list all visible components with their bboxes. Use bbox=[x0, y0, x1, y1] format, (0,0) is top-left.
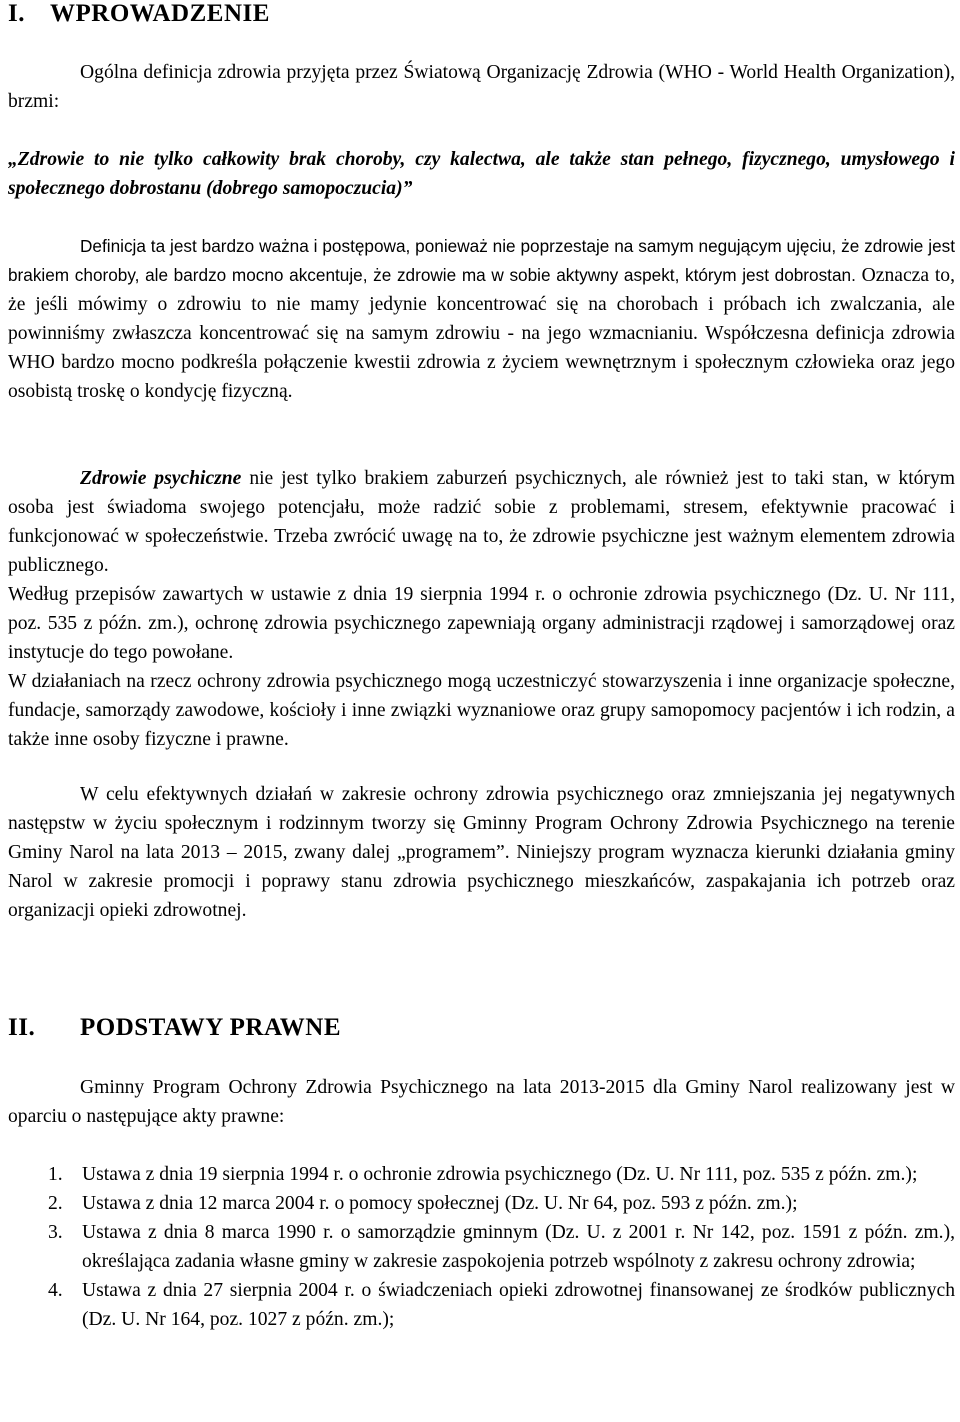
section-number: I. bbox=[8, 0, 25, 27]
list-item bbox=[42, 1189, 955, 1218]
mental-health-term: Zdrowie psychiczne bbox=[80, 468, 242, 489]
mental-health-description: nie jest tylko brakiem zaburzeń psychicznych, ale również jest to taki stan, w którym osoba jest świadoma swojego potencjału, może radzić sobie z problemami, stresem, efektywnie pracować i funkcjonować w społeczeństwie. Trzeba zwrócić uwagę na to, że zdrowie psychiczne jest ważnym elementem zdrowia publicznego. bbox=[8, 468, 955, 576]
law-paragraph: Według przepisów zawartych w ustawie z dnia 19 sierpnia 1994 r. o ochronie zdrowia psychicznego (Dz. U. Nr 111, poz. 535 z późn. zm.), ochronę zdrowia psychicznego zapewniają organy administracji rządowej i samorządowej oraz instytucje do tego powołane. bbox=[8, 584, 955, 663]
list-marker: 1. bbox=[48, 1164, 63, 1185]
list-item bbox=[42, 1276, 955, 1334]
list-item bbox=[42, 1160, 955, 1189]
list-item-text: Ustawa z dnia 12 marca 2004 r. o pomocy społecznej (Dz. U. Nr 64, poz. 593 z późn. zm.); bbox=[82, 1193, 798, 1214]
actors-paragraph: W działaniach na rzecz ochrony zdrowia psychicznego mogą uczestniczyć stowarzyszenia i inne organizacje społeczne, fundacje, samorządy zawodowe, kościoły i inne związki wyznaniowe oraz grupy samopomocy pacjentów i ich rodzin, a także inne osoby fizyczne i prawne. bbox=[8, 671, 955, 750]
section-heading-legal-basis bbox=[8, 1014, 341, 1042]
mental-health-paragraph bbox=[8, 464, 955, 580]
definition-commentary-second: Oznacza to, że jeśli mówimy o zdrowiu to nie mamy jedynie koncentrować się na chorobach i próbach ich zwalczania, ale powinniśmy zwłaszcza koncentrować się na samym zdrowiu - na jego wzmacnianiu. Współczesna definicja zdrowia WHO bardzo mocno podkreśla połączenie kwestii zdrowia z życiem wewnętrznym i społecznym człowieka oraz jego osobistą troskę o kondycję fizyczną. bbox=[8, 265, 955, 402]
list-item-text: Ustawa z dnia 8 marca 1990 r. o samorządzie gminnym (Dz. U. z 2001 r. Nr 142, poz. 1591 z późn. zm.), określająca zadania własne gminy w zakresie zaspokojenia potrzeb wspólnoty z zakresu ochrony zdrowia; bbox=[82, 1222, 955, 1272]
section-title: WPROWADZENIE bbox=[50, 0, 270, 27]
list-marker: 2. bbox=[48, 1193, 63, 1214]
definition-commentary bbox=[8, 232, 955, 406]
legal-acts-list bbox=[42, 1160, 955, 1334]
who-definition-quote: „Zdrowie to nie tylko całkowity brak choroby, czy kalectwa, ale także stan pełnego, fizycznego, umysłowego i społecznego dobrostanu (dobrego samopoczucia)” bbox=[8, 149, 955, 199]
list-marker: 3. bbox=[48, 1222, 63, 1243]
program-paragraph: W celu efektywnych działań w zakresie ochrony zdrowia psychicznego oraz zmniejszania jej negatywnych następstw w życiu społecznym i rodzinnym tworzy się Gminny Program Ochrony Zdrowia Psychicznego na terenie Gminy Narol na lata 2013 – 2015, zwany dalej „programem”. Niniejszy program wyznacza kierunki działania gminy Narol w zakresie promocji i poprawy stanu zdrowia psychicznego mieszkańców, zaspakajania ich potrzeb oraz organizacji opieki zdrowotnej. bbox=[8, 784, 955, 921]
list-item-text: Ustawa z dnia 27 sierpnia 2004 r. o świadczeniach opieki zdrowotnej finansowanej ze środków publicznych (Dz. U. Nr 164, poz. 1027 z późn. zm.); bbox=[82, 1280, 955, 1330]
list-item-text: Ustawa z dnia 19 sierpnia 1994 r. o ochronie zdrowia psychicznego (Dz. U. Nr 111, poz. 535 z późn. zm.); bbox=[82, 1164, 918, 1185]
mental-health-section bbox=[8, 464, 955, 754]
section-title: PODSTAWY PRAWNE bbox=[80, 1014, 341, 1041]
list-item bbox=[42, 1218, 955, 1276]
definition-commentary-first: Definicja ta jest bardzo ważna i postępowa, ponieważ nie poprzestaje na samym negującym ujęciu, że zdrowie jest brakiem choroby, ale bardzo mocno akcentuje, że zdrowie ma w sobie aktywny aspekt, którym jest dobrostan. Oznacza to, że jeśli mówimy o zdrowiu to nie mamy jedynie koncentrować się na chorobach i próbach ich zwalczania, ale powinniśmy zwłaszcza koncentrować się na samym zdrowiu - na jego wzmacnianiu. Współczesna definicja zdrowia WHO bardzo mocno podkreśla połączenie kwestii zdrowia z życiem wewnętrznym i społecznym człowieka oraz jego osobistą troskę o kondycję fizyczną. bbox=[8, 236, 955, 402]
legal-basis-intro: Gminny Program Ochrony Zdrowia Psychicznego na lata 2013-2015 dla Gminy Narol realizowany jest w oparciu o następujące akty prawne: bbox=[8, 1077, 955, 1127]
section-heading-introduction bbox=[8, 0, 270, 28]
list-marker: 4. bbox=[48, 1280, 63, 1301]
who-definition-intro: Ogólna definicja zdrowia przyjęta przez Światową Organizację Zdrowia (WHO - World Health Organization), brzmi: bbox=[8, 62, 955, 112]
section-number: II. bbox=[8, 1014, 36, 1041]
